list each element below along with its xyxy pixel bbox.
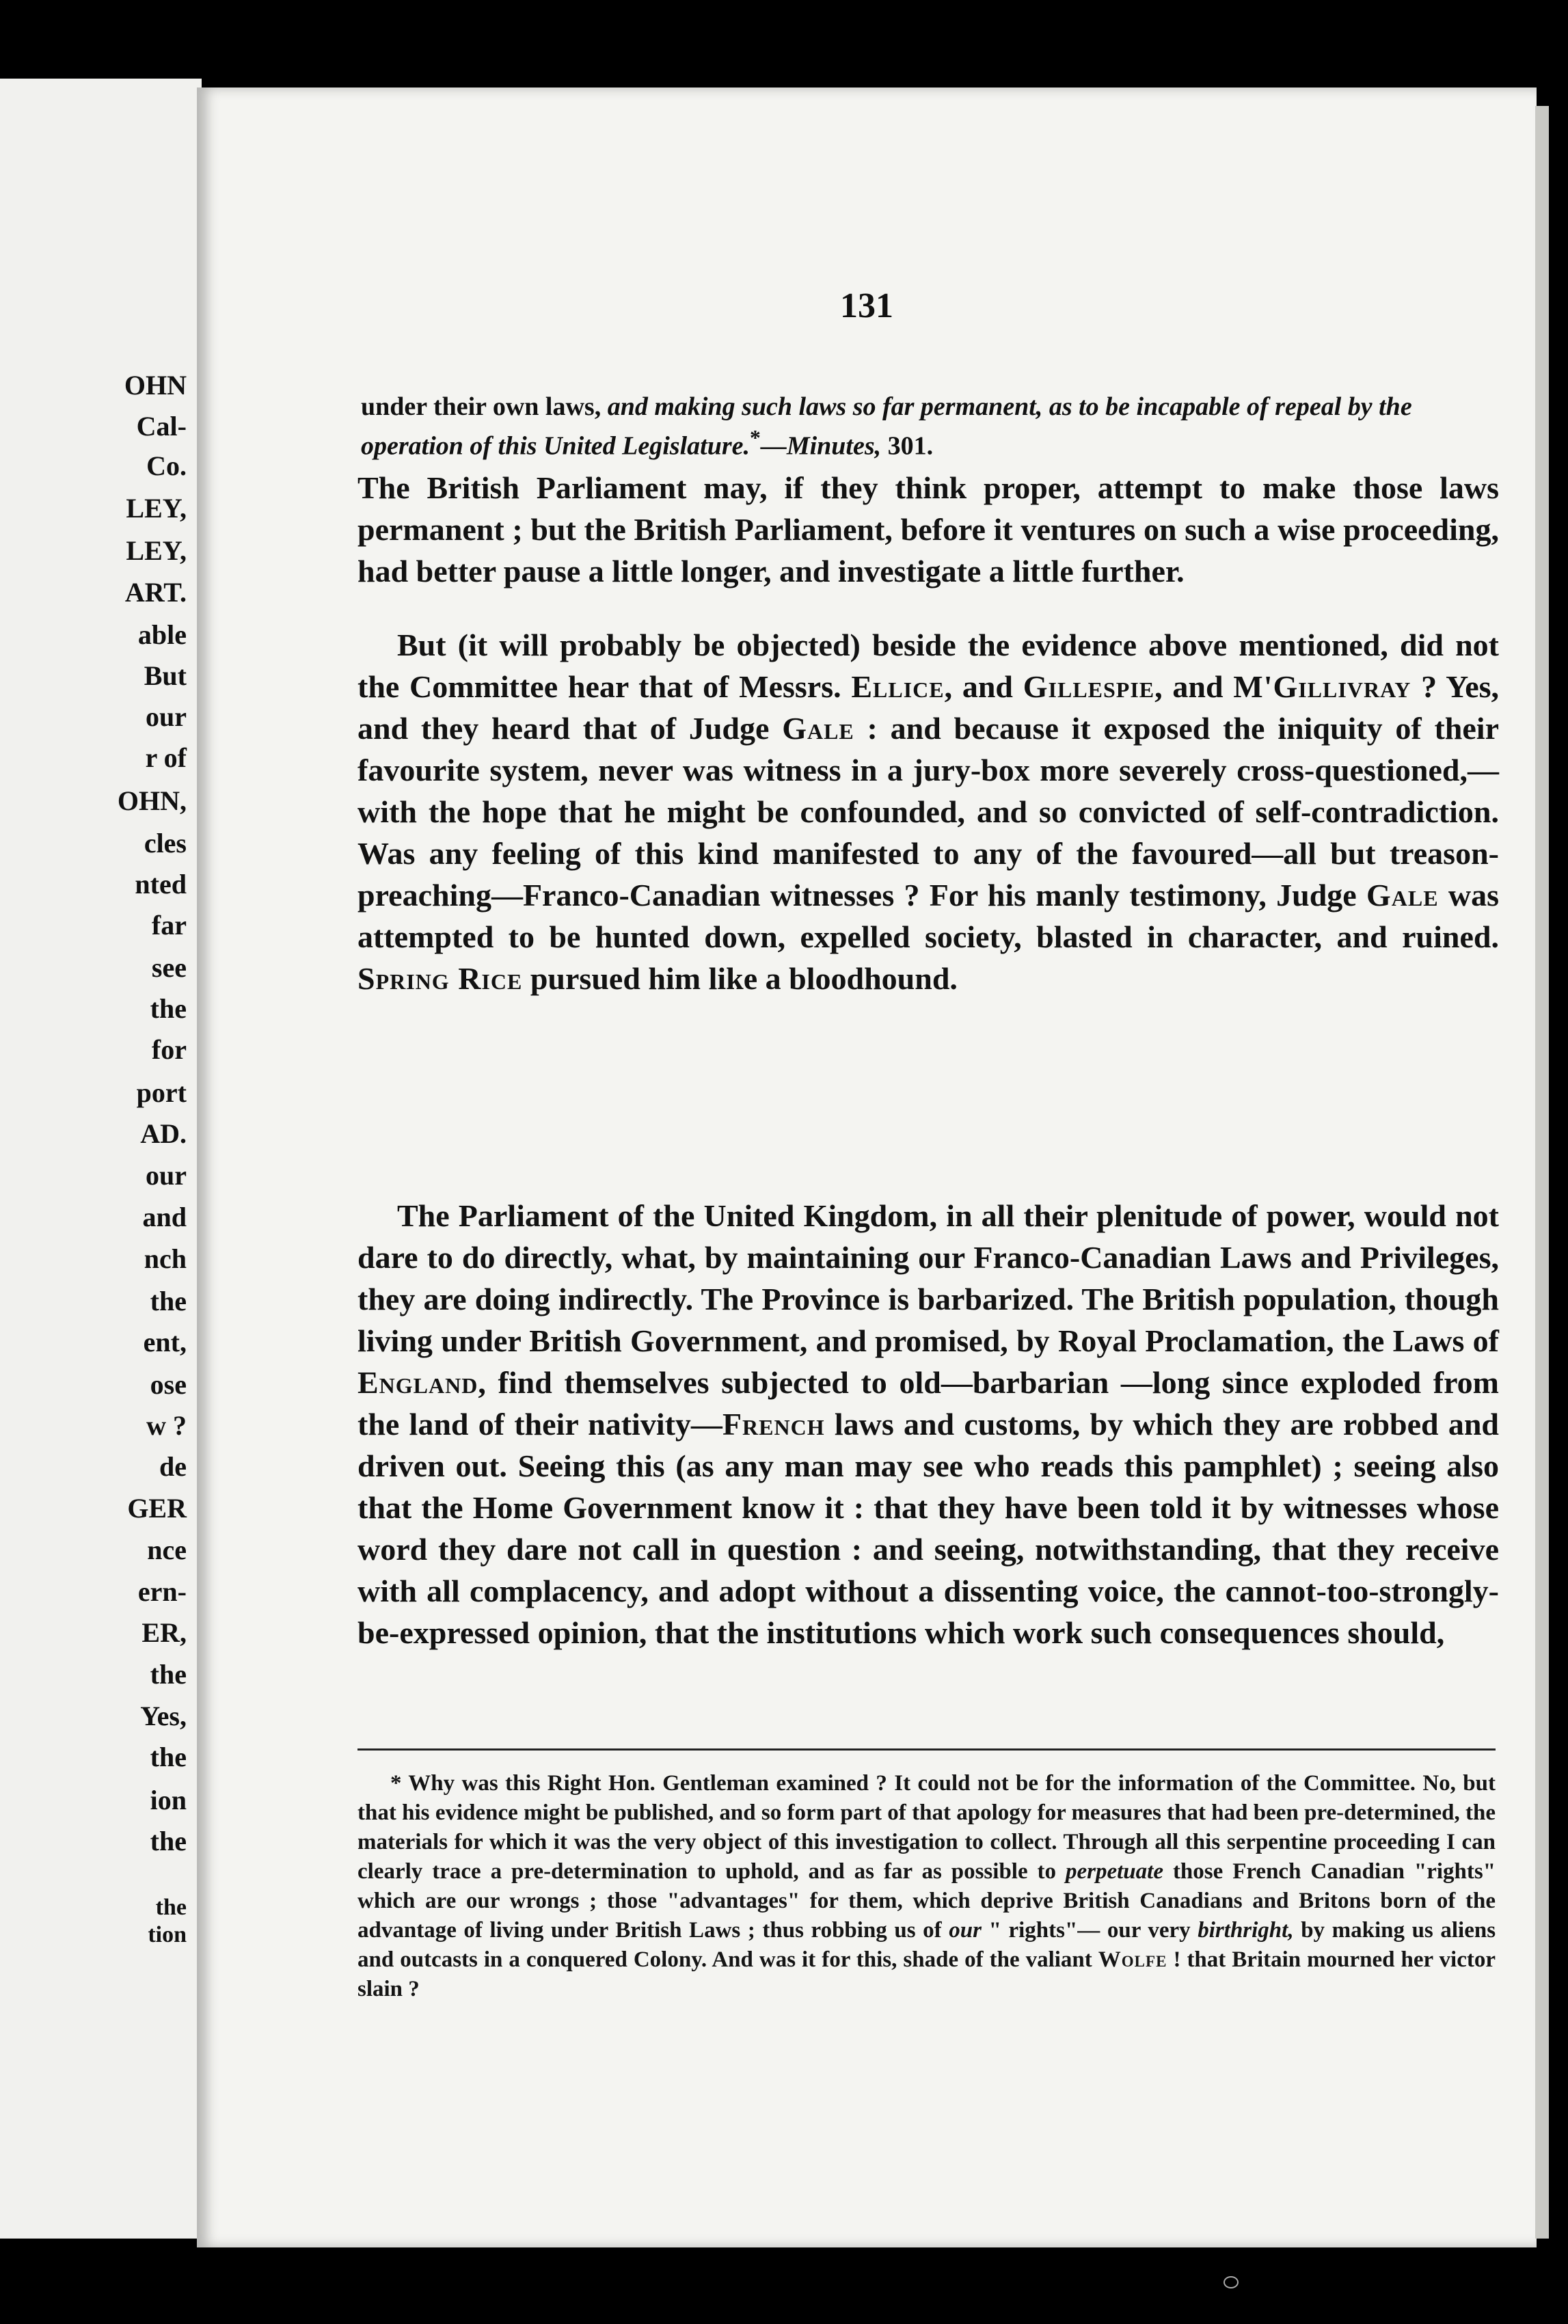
left-page-line: the <box>150 1659 187 1690</box>
page-blemish <box>1224 2276 1239 2288</box>
left-page-line: Co. <box>146 450 187 481</box>
p2-text-f: was attempted to be hunted down, expelled society, blasted in character, and ruined. <box>357 878 1499 954</box>
quote-text-b: and making such laws so far permanent, as to be incapable of repeal by the operation of this United Legislature. <box>361 392 1412 461</box>
left-page-line: see <box>151 952 187 983</box>
p2-text-a: But (it will probably be objected) beside the evidence above mentioned, did not the Committee hear that of Messrs. <box>357 627 1499 704</box>
p2-text-b: , and <box>944 669 1014 704</box>
left-page-line: and <box>142 1202 187 1232</box>
paragraph-2 <box>357 624 1499 999</box>
left-page-line: our <box>146 701 187 732</box>
left-page-line: OHN <box>124 370 187 401</box>
left-page-line: de <box>159 1451 187 1482</box>
name-spring-rice: Spring Rice <box>357 961 523 996</box>
paragraph-3 <box>357 1195 1499 1653</box>
left-page-line: r of <box>145 742 187 773</box>
name-ellice: Ellice <box>851 669 945 704</box>
left-page-line: cles <box>144 828 187 859</box>
left-page-line: LEY, <box>126 493 187 524</box>
left-page-line: w ? <box>146 1410 187 1441</box>
left-page-line: ern- <box>137 1576 187 1607</box>
fn-perpetuate: perpetuate <box>1066 1859 1163 1884</box>
fn-text-a: * Why was this Right Hon. Gentleman examined ? It could not be for the information of the Committee. No, but that his evidence might be published, and so form part of that apology for measures that had been pre-determined, the materials for which it was the very object of this investigation to collect. Through all this serpentine proceeding I can clearly trace a pre-determination to uphold, and as far as possible to <box>357 1771 1496 1884</box>
fn-text-b: those French Canadian "rights" which are our wrongs ; those "advantages" for them, which deprive British Canadians and Britons born of the advantage of living under British Laws ; thus robbing us of <box>357 1859 1496 1943</box>
left-page-line: far <box>151 910 187 941</box>
left-page-line: ion <box>150 1785 187 1815</box>
left-page-line: the <box>150 993 187 1024</box>
left-page-line: But <box>144 660 187 691</box>
left-page-line: GER <box>127 1493 187 1524</box>
left-page-line: ent, <box>143 1327 187 1357</box>
footnote <box>357 1769 1496 2004</box>
left-page-line: the <box>150 1826 187 1856</box>
quote-source: —Minutes, <box>760 431 882 461</box>
left-page-line: nce <box>147 1535 187 1565</box>
name-wolfe: Wolfe <box>1098 1947 1167 1972</box>
p2-text-c: , and <box>1154 669 1224 704</box>
p2-text-d: ? Yes, and they heard that of Judge <box>357 669 1500 746</box>
name-mcgillivray: M'Gillivray <box>1233 669 1411 704</box>
left-page-fragment <box>0 79 202 2239</box>
right-page <box>197 87 1537 2247</box>
paragraph-1: The British Parliament may, if they think proper, attempt to make those laws permanent ; but the British Parliament, before it ventures on such a wise proceeding, had better pause a little longer, and investigate a little further. <box>357 470 1499 589</box>
quotation <box>361 391 1499 462</box>
left-page-line: the <box>155 1895 187 1920</box>
fn-our: our <box>949 1918 982 1943</box>
footnote-divider <box>357 1748 1496 1751</box>
footnote-marker: * <box>749 426 761 450</box>
p3-text-b: , find themselves subjected to old—barbarian —long since exploded from the land of their nativity— <box>357 1365 1499 1442</box>
left-page-line: port <box>136 1077 187 1108</box>
left-page-line: AD. <box>140 1118 187 1149</box>
left-page-line: ART. <box>124 577 187 608</box>
left-page-line: Yes, <box>140 1701 187 1731</box>
left-page-line: the <box>150 1742 187 1772</box>
fn-text-c: " rights"— our very <box>988 1918 1191 1943</box>
left-page-line: able <box>137 619 187 650</box>
name-gillespie: Gillespie <box>1023 669 1155 704</box>
p2-text-g: pursued him like a bloodhound. <box>530 961 958 996</box>
page-number: 131 <box>840 286 893 325</box>
left-page-line: ose <box>150 1369 187 1400</box>
left-page-line: the <box>150 1286 187 1316</box>
p2-text-e: : and because it exposed the iniquity of their favourite system, never was witness in a jury-box more severely cross-questioned,—with the hope that he might be confounded, and so convicted of self-contradiction. Was any feeling of this kind manifested to any of the favoured—all but treason-preaching—Franco-Canadian witnesses ? For his manly testimony, Judge <box>357 711 1499 913</box>
left-page-line: our <box>146 1160 187 1191</box>
left-page-line: ER, <box>141 1617 187 1648</box>
fn-text-d: by making us aliens and outcasts in a conquered Colony. And was it for this, shade of the valiant <box>357 1918 1496 1972</box>
quote-text-a: under their own laws, <box>361 392 601 421</box>
fn-text-e: ! that Britain mourned her victor slain ? <box>357 1947 1496 2001</box>
left-page-line: nch <box>144 1243 187 1274</box>
left-page-line: nted <box>135 869 187 900</box>
left-page-line: LEY, <box>126 535 187 566</box>
p3-text-a: The Parliament of the United Kingdom, in all their plenitude of power, would not dare to do directly, what, by maintaining our Franco-Canadian Laws and Privileges, they are doing indirectly. The Province is barbarized. The British population, though living under British Government, and promised, by Royal Proclamation, the Laws of <box>357 1198 1499 1358</box>
left-page-line: for <box>151 1034 187 1065</box>
p3-text-c: laws and customs, by which they are robbed and driven out. Seeing this (as any man may see who reads this pamphlet) ; seeing also that the Home Government know it : that they have been told it by witnesses whose word they dare not call in question : and seeing, notwithstanding, that they receive with all complacency, and adopt without a dissenting voice, the cannot-too-strongly-be-expressed opinion, that the institutions which work such consequences should, <box>357 1407 1499 1650</box>
name-gale-2: Gale <box>1366 878 1439 913</box>
name-gale: Gale <box>782 711 854 746</box>
left-page-line: OHN, <box>117 785 187 816</box>
quote-page: 301. <box>887 431 934 461</box>
fn-birthright: birthright, <box>1198 1918 1294 1943</box>
page-edge <box>1535 106 1549 2239</box>
left-page-line: tion <box>148 1922 187 1947</box>
word-england: England <box>357 1365 478 1400</box>
word-french: French <box>722 1407 825 1442</box>
left-page-line: Cal- <box>136 411 187 442</box>
